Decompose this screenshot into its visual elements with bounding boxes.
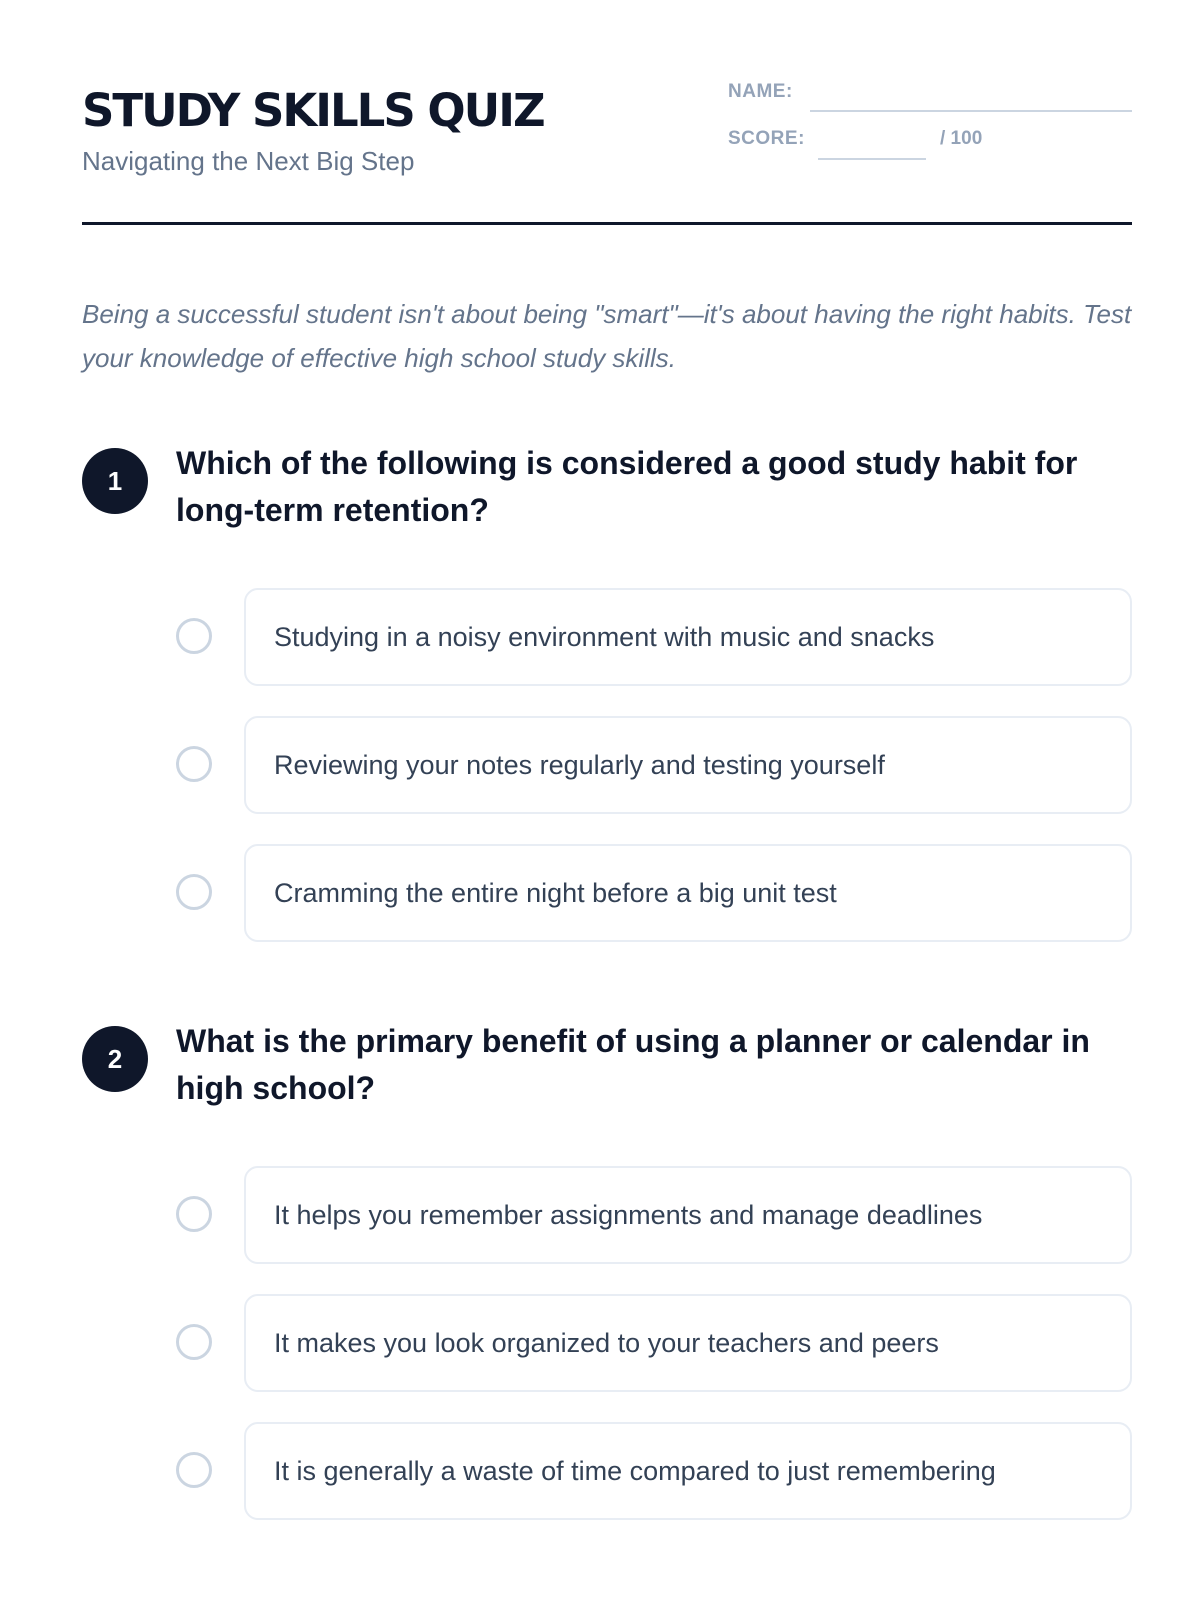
radio-button[interactable]	[176, 874, 212, 910]
answer-option[interactable]	[176, 716, 1132, 816]
option-label: Cramming the entire night before a big unit test	[274, 878, 837, 908]
radio-button[interactable]	[176, 1452, 212, 1488]
option-card[interactable]	[244, 1166, 1132, 1264]
intro-text: Being a successful student isn't about being "smart"—it's about having the right habits. Test your knowledge of effective high school study skills.	[82, 299, 1132, 373]
option-label: It is generally a waste of time compared to just remembering	[274, 1456, 996, 1486]
question-number-badge: 2	[82, 1026, 148, 1092]
option-label: It makes you look organized to your teachers and peers	[274, 1328, 939, 1358]
radio-button[interactable]	[176, 746, 212, 782]
score-suffix: / 100	[940, 128, 983, 149]
option-label: It helps you remember assignments and manage deadlines	[274, 1200, 983, 1230]
radio-button[interactable]	[176, 1324, 212, 1360]
name-label: NAME:	[728, 81, 793, 102]
quiz-header	[82, 80, 1132, 224]
score-label: SCORE:	[728, 128, 805, 149]
option-card[interactable]	[244, 1422, 1132, 1520]
question-number-badge: 1	[82, 448, 148, 514]
page-subtitle: Navigating the Next Big Step	[82, 146, 415, 176]
page-title: STUDY SKILLS QUIZ	[82, 84, 544, 137]
question-text: Which of the following is considered a good study habit for long-term retention?	[176, 445, 1078, 528]
option-card[interactable]	[244, 844, 1132, 942]
option-card[interactable]	[244, 716, 1132, 814]
option-card[interactable]	[244, 1294, 1132, 1392]
answer-option[interactable]	[176, 1166, 1132, 1266]
answer-option[interactable]	[176, 588, 1132, 688]
answer-option[interactable]	[176, 1294, 1132, 1394]
name-field[interactable]	[810, 110, 1132, 112]
answer-option[interactable]	[176, 844, 1132, 944]
option-card[interactable]	[244, 588, 1132, 686]
option-label: Studying in a noisy environment with music and snacks	[274, 622, 935, 652]
question-text: What is the primary benefit of using a planner or calendar in high school?	[176, 1023, 1090, 1106]
radio-button[interactable]	[176, 1196, 212, 1232]
header-divider	[82, 222, 1132, 225]
score-field[interactable]	[818, 158, 926, 160]
option-label: Reviewing your notes regularly and testing yourself	[274, 750, 885, 780]
radio-button[interactable]	[176, 618, 212, 654]
answer-option[interactable]	[176, 1422, 1132, 1522]
